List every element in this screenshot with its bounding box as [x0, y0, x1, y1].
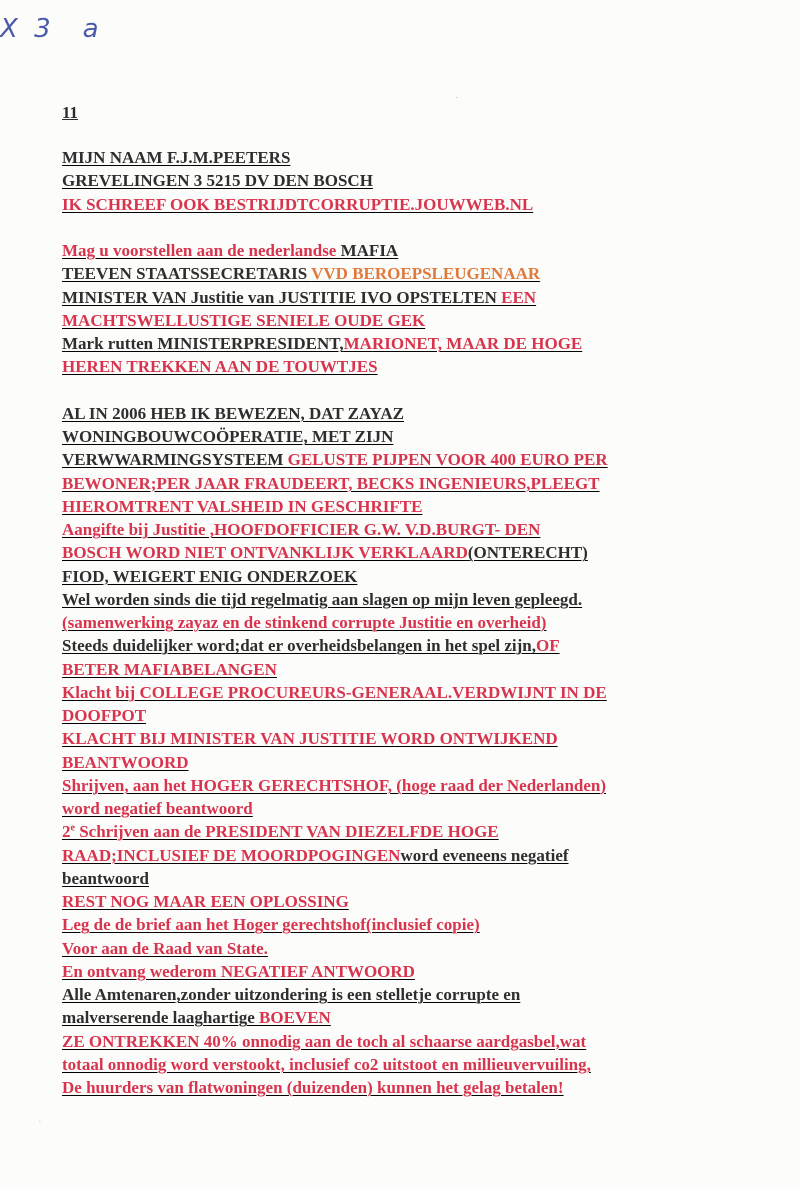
text-segment: (samenwerking zayaz en de stinkend corrupte Justitie en overheid)	[62, 613, 547, 632]
text-segment: MINISTER VAN Justitie van JUSTITIE IVO OPSTELTEN	[62, 287, 502, 307]
blank-line	[62, 216, 782, 239]
text-line	[62, 820, 782, 843]
scan-speck: ·	[38, 1116, 42, 1128]
text-line	[62, 425, 782, 448]
handwritten-reference-mark	[0, 14, 103, 44]
text-line	[62, 913, 782, 936]
text-segment: word negatief beantwoord	[62, 799, 253, 818]
text-segment: totaal onnodig word verstookt, inclusief co2 uitstoot en millieuvervuiling,	[62, 1054, 591, 1074]
text-segment: OF	[535, 636, 560, 656]
text-line	[62, 751, 782, 774]
text-segment: IK SCHREEF OOK BESTRIJDTCORRUPTIE.JOUWWEB.NL	[62, 194, 534, 214]
text-line	[62, 541, 782, 564]
text-segment: Mark rutten MINISTERPRESIDENT,	[62, 334, 344, 353]
text-line	[62, 332, 782, 355]
text-segment: MARIONET, MAAR DE HOGE	[343, 334, 583, 353]
text-line	[62, 262, 782, 285]
text-line	[62, 1006, 782, 1029]
text-segment: Schrijven aan de PRESIDENT VAN DIEZELFDE HOGE	[74, 822, 499, 842]
text-segment: RAAD;INCLUSIEF DE MOORDPOGINGEN	[62, 845, 401, 865]
text-line	[62, 960, 782, 983]
scan-speck: ·	[455, 92, 459, 104]
text-segment: BOSCH WORD NIET ONTVANKLIJK VERKLAARD	[62, 543, 468, 563]
text-segment: Leg de de brief aan het Hoger gerechtshof(inclusief copie)	[62, 915, 480, 935]
text-line	[62, 146, 782, 169]
text-line	[62, 1053, 782, 1076]
text-line	[62, 588, 782, 611]
text-segment: EEN	[501, 287, 537, 307]
text-line	[62, 727, 782, 750]
text-segment: Alle Amtenaren,zonder uitzondering is een stelletje corrupte en	[62, 985, 521, 1004]
text-segment: De huurders van flatwoningen (duizenden) kunnen het gelag betalen!	[62, 1078, 564, 1097]
text-line	[62, 774, 782, 797]
text-line	[62, 890, 782, 913]
text-segment: BOEVEN	[259, 1008, 331, 1028]
text-segment: MIJN NAAM F.J.M.PEETERS	[62, 148, 291, 167]
text-segment: VVD BEROEPSLEUGENAAR	[311, 264, 541, 284]
text-segment: WONINGBOUWCOÖPERATIE, MET ZIJN	[62, 427, 394, 446]
text-segment: Aangifte bij Justitie ,HOOFDOFFICIER G.W. V.D.BURGT- DEN	[62, 520, 541, 539]
text-segment: ZE ONTREKKEN 40% onnodig aan de toch al schaarse aardgasbel,wat	[62, 1031, 587, 1051]
text-line	[62, 937, 782, 960]
text-segment: FIOD, WEIGERT ENIG ONDERZOEK	[62, 566, 358, 586]
text-segment: MACHTSWELLUSTIGE SENIELE OUDE GEK	[62, 310, 426, 330]
text-segment: GELUSTE PIJPEN VOOR 400 EURO PER	[287, 450, 608, 470]
text-line	[62, 634, 782, 657]
handwritten-mark-part1: X 3	[0, 14, 55, 44]
text-line	[62, 495, 782, 518]
letter-body	[62, 146, 782, 1099]
blank-line	[62, 379, 782, 402]
text-segment: En ontvang wederom NEGATIEF ANTWOORD	[62, 961, 415, 981]
text-segment: Wel worden sinds die tijd regelmatig aan slagen op mijn leven gepleegd.	[62, 589, 583, 609]
text-segment: Voor aan de Raad van State.	[62, 938, 268, 958]
text-line	[62, 518, 782, 541]
text-line	[62, 867, 782, 890]
text-segment: beantwoord	[62, 868, 149, 888]
text-line	[62, 565, 782, 588]
text-segment: KLACHT BIJ MINISTER VAN JUSTITIE WORD ONTWIJKEND	[62, 729, 558, 749]
text-line	[62, 448, 782, 471]
text-segment: BEWONER;PER JAAR FRAUDEERT, BECKS INGENIEURS,PLEEGT	[62, 473, 600, 493]
text-segment: word eveneens negatief	[400, 845, 569, 865]
text-segment: Steeds duidelijker word;dat er overheidsbelangen in het spel zijn,	[62, 636, 536, 656]
text-line	[62, 611, 782, 634]
text-line	[62, 239, 782, 262]
text-segment: DOOFPOT	[62, 706, 147, 725]
text-line	[62, 681, 782, 704]
text-line	[62, 286, 782, 309]
text-line	[62, 472, 782, 495]
text-segment: TEEVEN STAATSSECRETARIS	[62, 264, 312, 284]
text-line	[62, 402, 782, 425]
text-segment: MAFIA	[340, 241, 399, 260]
text-line	[62, 1030, 782, 1053]
superscript-segment: e	[70, 822, 75, 834]
text-segment: Klacht bij COLLEGE PROCUREURS-GENERAAL.VERDWIJNT IN DE	[62, 682, 607, 702]
text-line	[62, 1076, 782, 1099]
text-segment: Shrijven, aan het HOGER GERECHTSHOF, (hoge raad der Nederlanden)	[62, 775, 607, 795]
text-segment: HIEROMTRENT VALSHEID IN GESCHRIFTE	[62, 496, 423, 516]
text-line	[62, 704, 782, 727]
page-number: 11	[62, 103, 79, 122]
text-segment: malverserende laaghartige	[62, 1008, 260, 1028]
text-line	[62, 797, 782, 820]
text-segment: (ONTERECHT)	[467, 543, 588, 563]
text-segment: BETER MAFIABELANGEN	[62, 659, 277, 679]
text-line	[62, 309, 782, 332]
text-line	[62, 658, 782, 681]
text-line	[62, 355, 782, 378]
text-segment: BEANTWOORD	[62, 752, 189, 772]
text-segment: AL IN 2006 HEB IK BEWEZEN, DAT ZAYAZ	[62, 403, 404, 423]
text-line	[62, 844, 782, 867]
text-segment: GREVELINGEN 3 5215 DV DEN BOSCH	[62, 171, 373, 191]
text-segment: 2	[62, 822, 71, 842]
text-line	[62, 169, 782, 192]
handwritten-mark-part2: a	[82, 14, 103, 44]
text-segment: HEREN TREKKEN AAN DE TOUWTJES	[62, 357, 378, 377]
text-line	[62, 983, 782, 1006]
text-segment: VERWWARMINGSYSTEEM	[62, 450, 288, 470]
text-line	[62, 193, 782, 216]
text-segment: Mag u voorstellen aan de nederlandse	[62, 241, 341, 260]
text-segment: REST NOG MAAR EEN OPLOSSING	[62, 892, 349, 911]
